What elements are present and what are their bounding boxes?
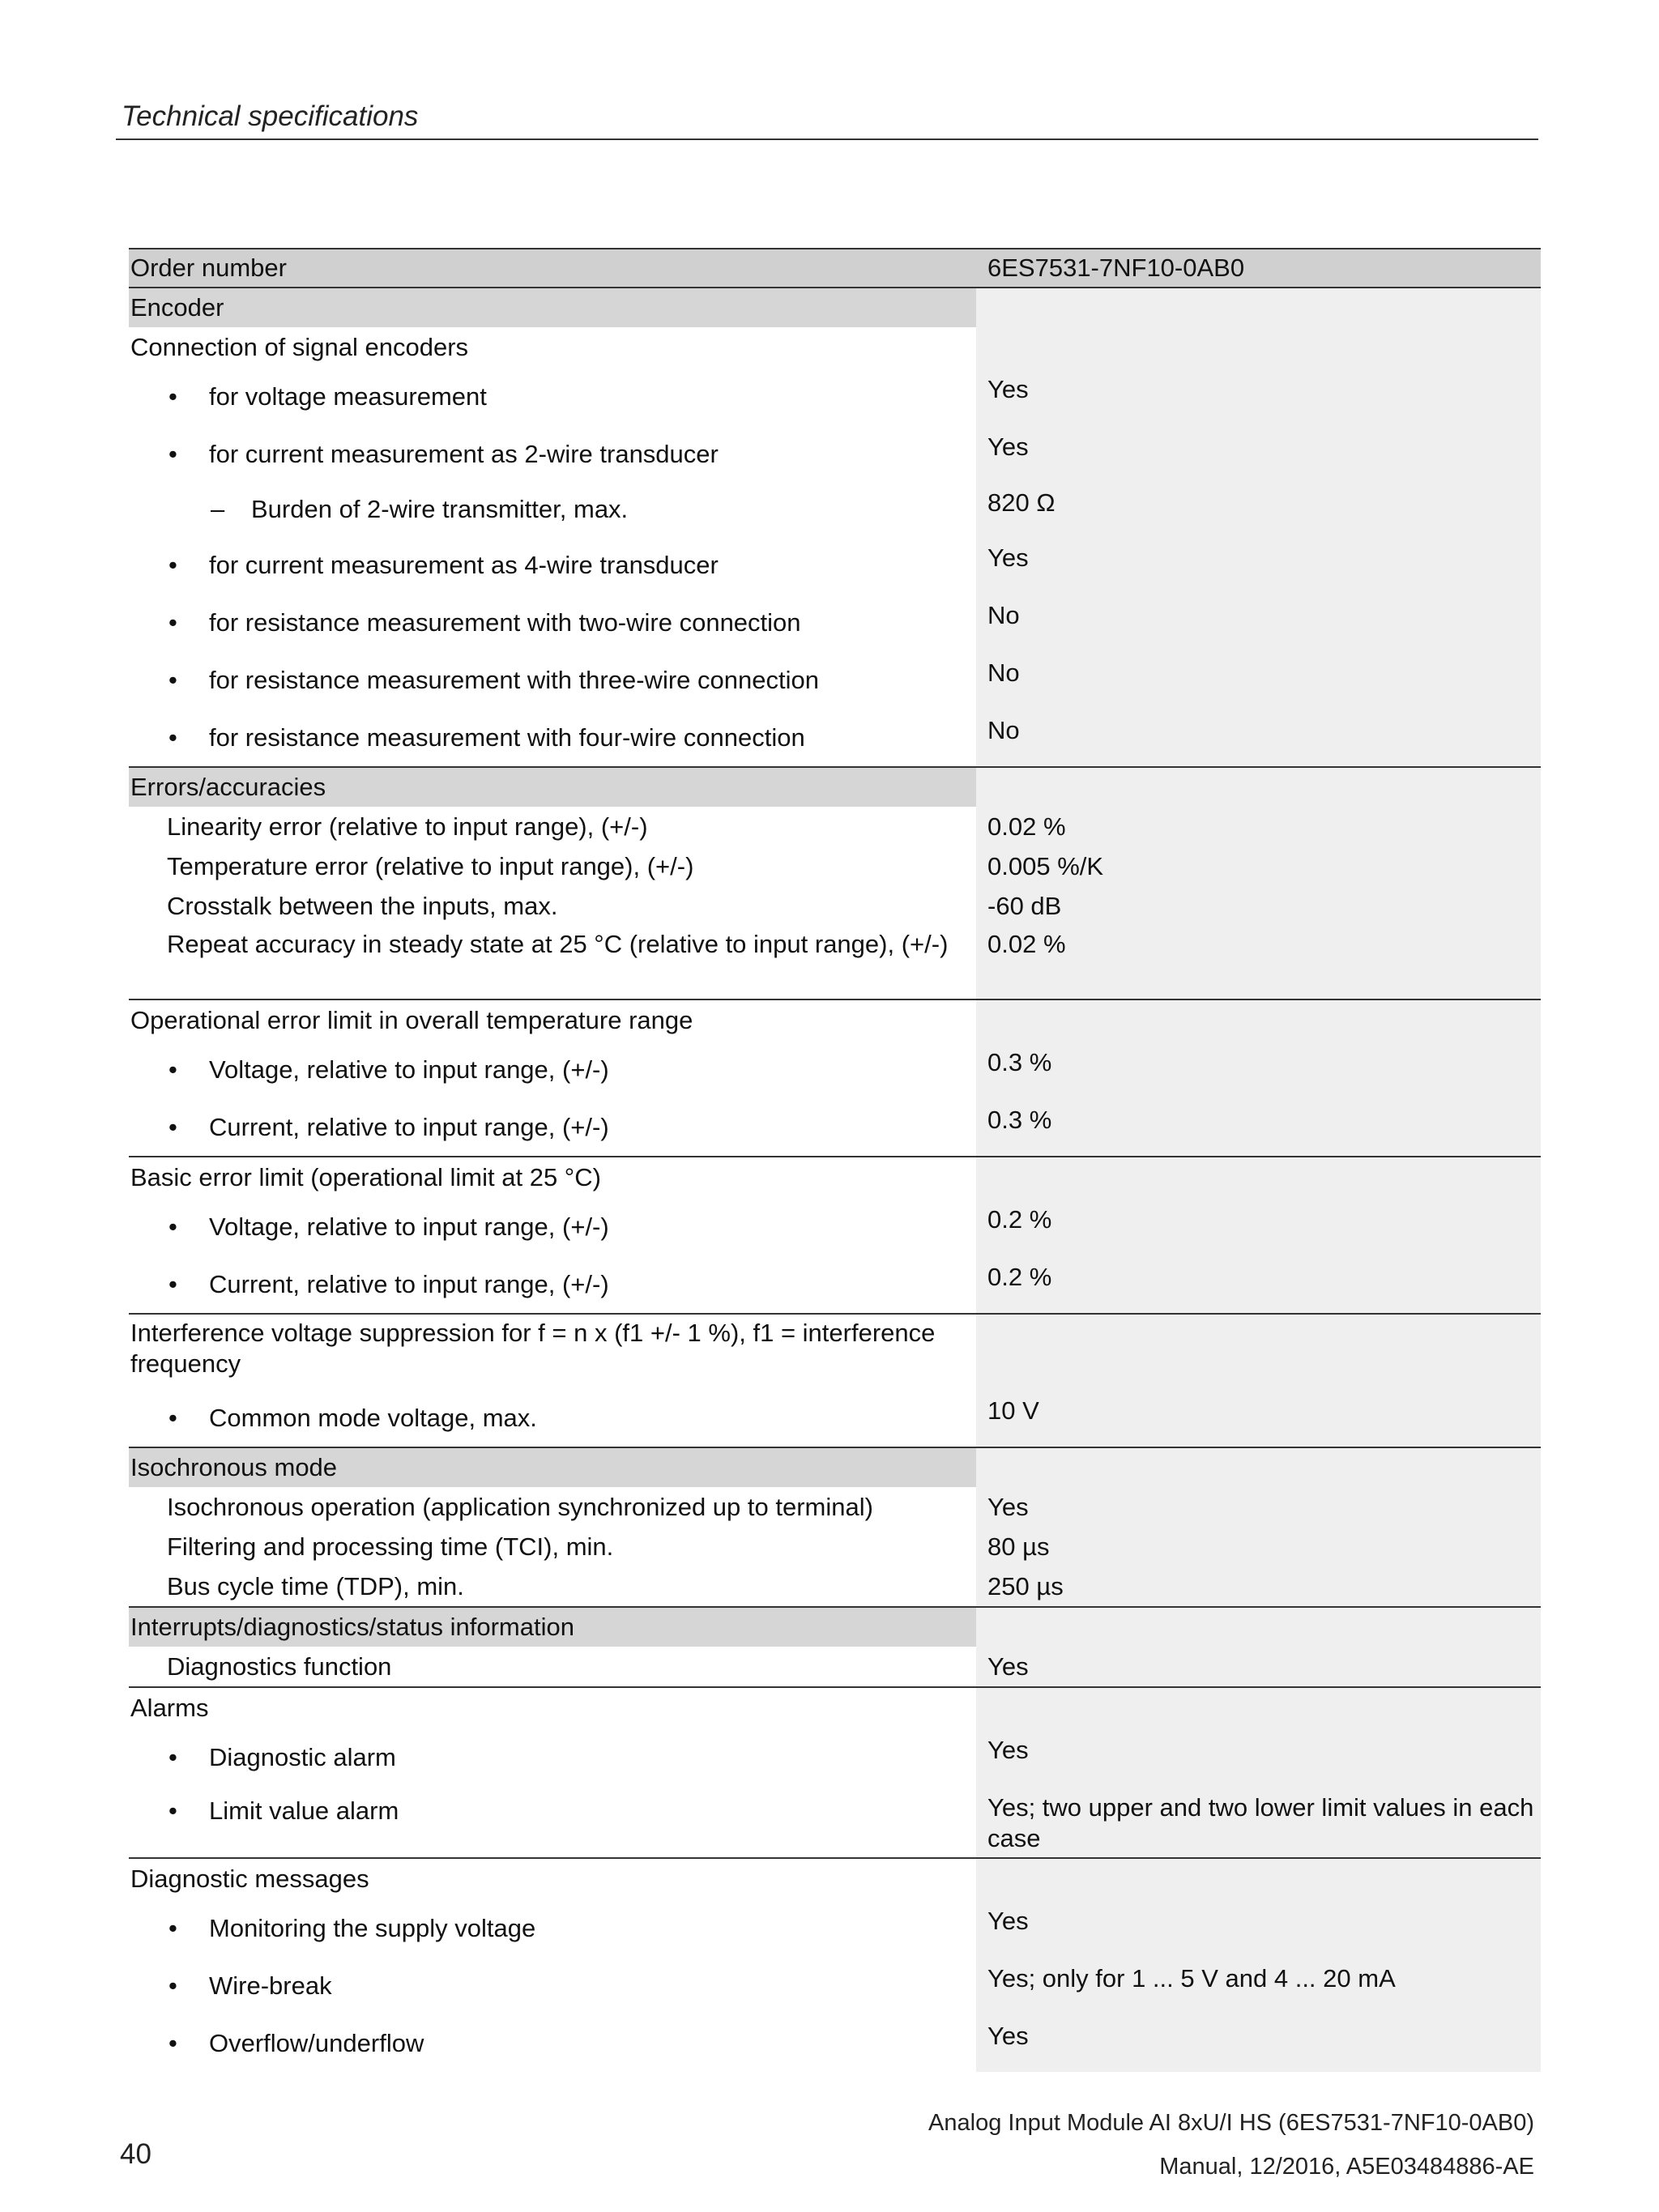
table-row xyxy=(129,1487,1541,1527)
bullet-icon: • xyxy=(168,381,177,411)
row-label: Monitoring the supply voltage xyxy=(209,1913,536,1942)
table-row xyxy=(129,1647,1541,1687)
row-label: for current measurement as 4-wire transducer xyxy=(209,550,719,579)
row-value: 0.2 % xyxy=(976,1198,1541,1255)
row-value: 820 Ω xyxy=(976,483,1541,536)
table-row xyxy=(129,709,1541,767)
section-title: Isochronous mode xyxy=(129,1447,976,1487)
order-number-value: 6ES7531-7NF10-0AB0 xyxy=(976,249,1541,288)
row-value: 250 µs xyxy=(976,1566,1541,1607)
table-row xyxy=(129,1255,1541,1314)
footer-manual-info: Manual, 12/2016, A5E03484886-AE xyxy=(1159,2154,1534,2180)
section-row-interference xyxy=(129,1314,1541,1389)
row-value: 0.2 % xyxy=(976,1255,1541,1314)
footer-document-title: Analog Input Module AI 8xU/I HS (6ES7531-7NF10-0AB0) xyxy=(928,2110,1534,2136)
table-row xyxy=(129,1899,1541,1957)
row-value: -60 dB xyxy=(976,886,1541,926)
row-label: Bus cycle time (TDP), min. xyxy=(167,1571,464,1600)
table-row xyxy=(129,1728,1541,1786)
bullet-icon: • xyxy=(168,2028,177,2057)
row-label: Filtering and processing time (TCI), min. xyxy=(167,1532,614,1561)
table-row xyxy=(129,807,1541,846)
section-row-interrupts xyxy=(129,1607,1541,1647)
bullet-icon: • xyxy=(168,665,177,694)
table-row xyxy=(129,2014,1541,2072)
row-label: Voltage, relative to input range, (+/-) xyxy=(209,1212,609,1241)
bullet-icon: • xyxy=(168,1112,177,1141)
section-title: Errors/accuracies xyxy=(129,767,976,807)
table-row xyxy=(129,846,1541,886)
bullet-icon: • xyxy=(168,607,177,637)
row-label: Wire-break xyxy=(209,1971,332,2000)
row-label: Voltage, relative to input range, (+/-) xyxy=(209,1055,609,1084)
row-value: 80 µs xyxy=(976,1527,1541,1566)
row-label: for resistance measurement with two-wire connection xyxy=(209,607,801,637)
row-value: Yes xyxy=(976,425,1541,483)
page-number: 40 xyxy=(120,2138,151,2170)
row-value: Yes; two upper and two lower limit values in each case xyxy=(976,1786,1541,1858)
row-label: for resistance measurement with four-wire connection xyxy=(209,722,805,752)
row-value: No xyxy=(976,594,1541,651)
group-title: Interference voltage suppression for f = n x (f1 +/- 1 %), f1 = interference frequency xyxy=(129,1314,976,1389)
row-value: No xyxy=(976,651,1541,709)
row-value: 0.005 %/K xyxy=(976,846,1541,886)
table-row xyxy=(129,368,1541,425)
bullet-icon: • xyxy=(168,1913,177,1942)
group-title: Operational error limit in overall temperature range xyxy=(129,999,976,1041)
bullet-icon: • xyxy=(168,1403,177,1432)
bullet-icon: • xyxy=(168,1269,177,1298)
table-row xyxy=(129,1527,1541,1566)
section-title: Encoder xyxy=(129,288,976,327)
row-value: 10 V xyxy=(976,1389,1541,1447)
table-row xyxy=(129,1041,1541,1098)
page-header-title: Technical specifications xyxy=(122,100,419,132)
group-title: Alarms xyxy=(129,1687,976,1728)
row-value: Yes xyxy=(976,1647,1541,1687)
row-value: Yes xyxy=(976,1487,1541,1527)
table-header-row xyxy=(129,249,1541,288)
section-row-errors xyxy=(129,767,1541,807)
row-label: Isochronous operation (application synchronized up to terminal) xyxy=(167,1492,873,1521)
bullet-icon: • xyxy=(168,1742,177,1771)
footer xyxy=(928,2101,1534,2189)
row-label: Current, relative to input range, (+/-) xyxy=(209,1112,609,1141)
table-row xyxy=(129,1566,1541,1607)
bullet-icon: • xyxy=(168,722,177,752)
section-row-operational xyxy=(129,999,1541,1041)
row-value: No xyxy=(976,709,1541,767)
row-value: Yes xyxy=(976,1728,1541,1786)
row-value: Yes xyxy=(976,368,1541,425)
table-row xyxy=(129,594,1541,651)
row-label: Repeat accuracy in steady state at 25 °C (relative to input range), (+/-) xyxy=(167,930,949,958)
section-row-diag-messages xyxy=(129,1858,1541,1899)
spec-table xyxy=(129,248,1541,2072)
table-row xyxy=(129,1098,1541,1157)
row-value: 0.3 % xyxy=(976,1098,1541,1157)
bullet-icon: • xyxy=(168,1055,177,1084)
row-label: for voltage measurement xyxy=(209,381,487,411)
section-row-basic xyxy=(129,1157,1541,1198)
group-title: Basic error limit (operational limit at 25 °C) xyxy=(129,1157,976,1198)
row-value: Yes; only for 1 ... 5 V and 4 ... 20 mA xyxy=(976,1957,1541,2014)
row-label: Overflow/underflow xyxy=(209,2028,424,2057)
row-value: 0.02 % xyxy=(976,926,1541,999)
table-row xyxy=(129,886,1541,926)
row-label: Limit value alarm xyxy=(209,1796,399,1825)
row-label: Burden of 2-wire transmitter, max. xyxy=(251,495,629,523)
section-row-isochronous xyxy=(129,1447,1541,1487)
bullet-icon: • xyxy=(168,439,177,468)
table-row xyxy=(129,483,1541,536)
section-row-alarms xyxy=(129,1687,1541,1728)
table-row xyxy=(129,1786,1541,1858)
row-label: Crosstalk between the inputs, max. xyxy=(167,891,558,920)
order-number-label: Order number xyxy=(129,249,976,288)
row-label: Temperature error (relative to input range), (+/-) xyxy=(167,851,694,880)
table-row xyxy=(129,651,1541,709)
row-value: Yes xyxy=(976,2014,1541,2072)
row-value: 0.02 % xyxy=(976,807,1541,846)
row-label: for current measurement as 2-wire transducer xyxy=(209,439,719,468)
table-row xyxy=(129,425,1541,483)
bullet-icon: • xyxy=(168,1796,177,1825)
group-title: Connection of signal encoders xyxy=(130,333,469,361)
row-label: Common mode voltage, max. xyxy=(209,1403,537,1432)
table-row xyxy=(129,926,1541,999)
group-title: Diagnostic messages xyxy=(129,1858,976,1899)
bullet-icon: • xyxy=(168,550,177,579)
row-label: for resistance measurement with three-wire connection xyxy=(209,665,819,694)
group-row xyxy=(129,327,1541,368)
table-row xyxy=(129,1957,1541,2014)
row-value: Yes xyxy=(976,536,1541,594)
bullet-icon: • xyxy=(168,1212,177,1241)
dash-icon: – xyxy=(211,495,225,523)
section-title: Interrupts/diagnostics/status information xyxy=(129,1607,976,1647)
row-label: Linearity error (relative to input range), (+/-) xyxy=(167,812,648,841)
section-row-encoder xyxy=(129,288,1541,327)
row-label: Diagnostics function xyxy=(167,1652,392,1681)
bullet-icon: • xyxy=(168,1971,177,2000)
table-row xyxy=(129,1389,1541,1447)
row-label: Current, relative to input range, (+/-) xyxy=(209,1269,609,1298)
table-row xyxy=(129,1198,1541,1255)
row-label: Diagnostic alarm xyxy=(209,1742,396,1771)
table-row xyxy=(129,536,1541,594)
row-value: 0.3 % xyxy=(976,1041,1541,1098)
row-value: Yes xyxy=(976,1899,1541,1957)
header-rule xyxy=(116,139,1538,140)
